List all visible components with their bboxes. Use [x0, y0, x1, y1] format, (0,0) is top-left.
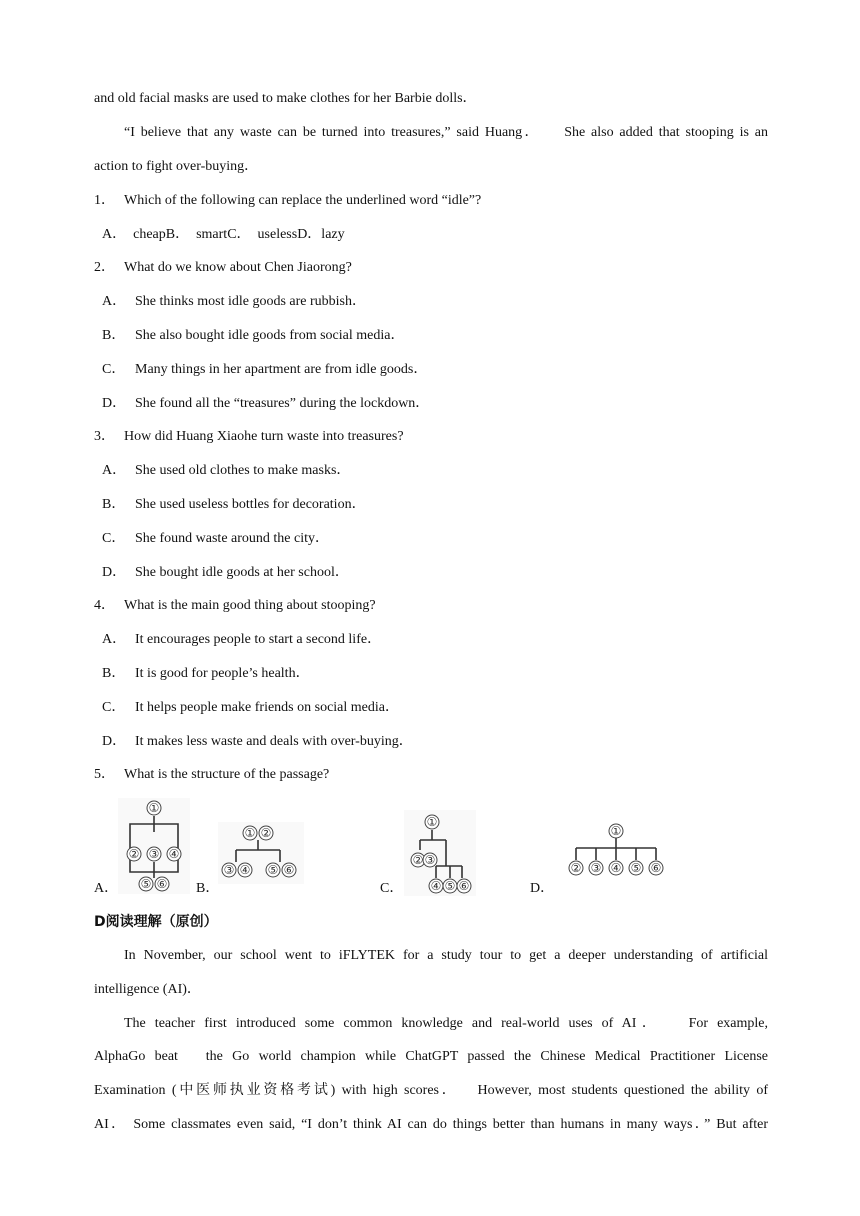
diagram-node: ⑥ — [283, 863, 295, 877]
diagram-node: ④ — [430, 879, 442, 893]
option — [102, 495, 366, 515]
option-text: It is good for people’s health． — [135, 666, 310, 681]
section-heading — [94, 912, 218, 932]
option — [102, 732, 413, 752]
option-text: It encourages people to start a second life． — [135, 632, 382, 647]
option — [102, 630, 381, 650]
question-4 — [94, 596, 376, 616]
option — [102, 360, 427, 380]
question-number: 1． — [94, 193, 115, 208]
diagram-node: ① — [426, 815, 438, 829]
question-1 — [94, 191, 481, 211]
question-text: What do we know about Chen Jiaorong? — [124, 260, 352, 275]
option — [102, 292, 366, 312]
option-letter: A． — [102, 294, 127, 309]
option-text: She used useless bottles for decoration． — [135, 497, 366, 512]
option-text: She used old clothes to make masks． — [135, 463, 351, 478]
diagram-node: ③ — [148, 847, 160, 861]
question-number: 4． — [94, 598, 115, 613]
option-text: She also bought idle goods from social media． — [135, 328, 405, 343]
question-1-options: A． cheapB． smartC． uselessD．lazy — [102, 227, 345, 242]
diagram-node: ③ — [424, 853, 436, 867]
diagram-node: ⑤ — [630, 861, 642, 875]
diagram-node: ② — [412, 853, 424, 867]
option-letter: A． — [102, 632, 127, 647]
option-text: Many things in her apartment are from idle goods． — [135, 362, 428, 377]
question-number: 5． — [94, 767, 115, 782]
paragraph-line: In November, our school went to iFLYTEK for a study tour to get a deeper understanding of artificial — [124, 948, 768, 963]
option-letter: B． — [102, 328, 126, 343]
question-3 — [94, 427, 404, 447]
section-title: 阅读理解（原创） — [105, 914, 218, 930]
diagram-node: ⑤ — [267, 863, 279, 877]
question-text: How did Huang Xiaohe turn waste into treasures? — [124, 429, 404, 444]
option-letter: C． — [102, 531, 126, 546]
structure-diagram-a — [118, 798, 190, 894]
diagram-node: ⑤ — [140, 877, 152, 891]
diagram-node: ⑤ — [444, 879, 456, 893]
diagram-node: ⑥ — [458, 879, 470, 893]
diagram-node: ④ — [168, 847, 180, 861]
question-number: 3． — [94, 429, 115, 444]
option-letter: D． — [102, 734, 127, 749]
paragraph-line: action to fight over-buying． — [94, 159, 259, 174]
option-letter: C． — [102, 362, 126, 377]
option — [102, 394, 429, 414]
option-text: It makes less waste and deals with over-buying． — [135, 734, 413, 749]
diagram-node: ③ — [590, 861, 602, 875]
diagram-node: ② — [260, 826, 272, 840]
option — [102, 563, 349, 583]
structure-diagram-b — [218, 822, 304, 884]
question-text: What is the structure of the passage? — [124, 767, 330, 782]
option-letter: D． — [102, 565, 127, 580]
paragraph-line: “I believe that any waste can be turned into treasures,” said Huang． She also added that stooping is an — [124, 125, 768, 140]
diagram-node: ② — [570, 861, 582, 875]
question-text: Which of the following can replace the underlined word “idle”? — [124, 193, 482, 208]
diagram-node: ① — [610, 824, 622, 838]
diagram-node: ② — [128, 847, 140, 861]
option-text: She bought idle goods at her school． — [135, 565, 349, 580]
diagram-node: ⑥ — [650, 861, 662, 875]
answer-label-a: A． — [94, 881, 119, 896]
structure-diagram-c — [404, 810, 476, 896]
answer-label-b: B． — [196, 881, 220, 896]
paragraph-line: AI． Some classmates even said, “I don’t think AI can do things better than humans in many ways．” But after — [94, 1117, 768, 1132]
option-text: She found all the “treasures” during the lockdown． — [135, 396, 430, 411]
option-letter: C． — [102, 700, 126, 715]
option-text: She found waste around the city． — [135, 531, 330, 546]
option — [102, 698, 399, 718]
option — [102, 326, 404, 346]
option-text: She thinks most idle goods are rubbish． — [135, 294, 366, 309]
option-letter: A． — [102, 463, 127, 478]
option — [102, 664, 310, 684]
paragraph-line: The teacher first introduced some common knowledge and real-world uses of AI． For example, — [124, 1016, 768, 1031]
answer-label-c: C． — [380, 881, 404, 896]
option-letter: B． — [102, 666, 126, 681]
diagram-node: ⑥ — [156, 877, 168, 891]
diagram-node: ③ — [223, 863, 235, 877]
diagram-node: ④ — [610, 861, 622, 875]
question-5 — [94, 765, 329, 785]
question-2 — [94, 258, 352, 278]
diagram-node: ① — [244, 826, 256, 840]
option-letter: D． — [102, 396, 127, 411]
answer-label-d: D． — [530, 881, 555, 896]
paragraph-line: AlphaGo beat the Go world champion while ChatGPT passed the Chinese Medical Practitioner License — [94, 1049, 768, 1064]
paragraph-line: Examination (中医师执业资格考试) with high scores． However, most students questioned the ability of — [94, 1083, 768, 1098]
structure-diagram-d — [564, 820, 668, 882]
question-text: What is the main good thing about stooping? — [124, 598, 376, 613]
paragraph-line: and old facial masks are used to make clothes for her Barbie dolls． — [94, 91, 477, 106]
diagram-node: ④ — [239, 863, 251, 877]
option — [102, 461, 350, 481]
question-number: 2． — [94, 260, 115, 275]
diagram-node: ① — [148, 801, 160, 815]
option — [102, 529, 329, 549]
section-letter: D — [94, 914, 106, 930]
option-letter: B． — [102, 497, 126, 512]
paragraph-line: intelligence (AI)． — [94, 982, 201, 997]
option-text: It helps people make friends on social media． — [135, 700, 399, 715]
